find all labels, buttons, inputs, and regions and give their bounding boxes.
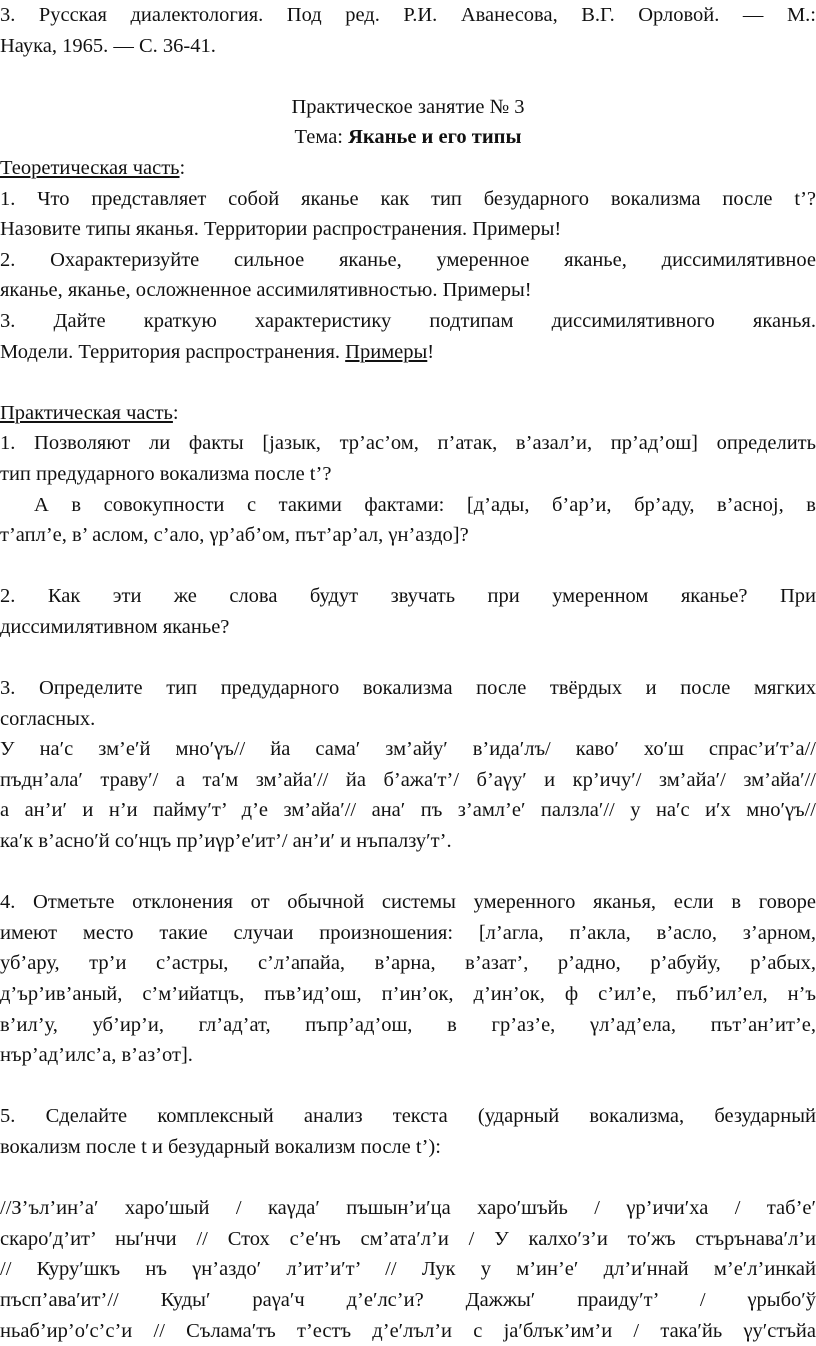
- dialect-text-line: ньаб’ир’о′с’с’и // Сълама′тъ т’естъ д’е′лъл’и с jа′блък’им’и / така′йь γу′стъйа: [0, 1319, 816, 1342]
- practice-label-text: Практическая часть: [0, 401, 173, 424]
- task-1-line: т’апл’е, в’ аслом, с’ало, γр’аб’ом, път’ар’ал, γн’аздо]?: [0, 524, 469, 547]
- task-5-line: вокализм после t и безударный вокализм после t’):: [0, 1135, 441, 1158]
- task-3-text-line: пъдн’ала′ траву′/ а та′м зм’айа′// йа б’ажа′т’/ б’аγу′ и кр’ичу′/ зм’айа′/ зм’айа′//: [0, 768, 816, 791]
- task-4-line: 4. Отметьте отклонения от обычной системы умеренного яканья, если в говоре: [0, 891, 816, 914]
- topic-prefix: Тема:: [294, 126, 349, 149]
- task-5-line: 5. Сделайте комплексный анализ текста (ударный вокализма, безударный: [0, 1105, 816, 1128]
- dialect-text-line: //З’ъл’ин’а′ харо′шый / каγда′ пъшын’и′ца харо′шъйь / γр’ичи′ха / таб’е′: [0, 1197, 816, 1220]
- task-3-line: 3. Определите тип предударного вокализма после твёрдых и после мягких: [0, 677, 816, 700]
- task-3: [0, 673, 816, 857]
- theory-question-3-cont: [0, 337, 816, 368]
- task-4-line: в’ил’у, уб’ир’и, гл’ад’ат, пъпр’ад’ош, в гр’аз’е, γл’ад’ела, път’ан’ит’е,: [0, 1013, 816, 1036]
- lesson-title: Практическое занятие № 3: [291, 95, 525, 118]
- dialect-text-line: пъсп’ава′ит’// Куды′ раγа′ч д’е′лс’и? Дажжы′ праиду′т’ / γрыбо′ў: [0, 1288, 816, 1311]
- task-2-line: 2. Как эти же слова будут звучать при умеренном яканье? При: [0, 585, 816, 608]
- practice-label-colon: :: [172, 401, 179, 424]
- task-4: [0, 887, 816, 1071]
- task-4-line: нър’ад’илс’а, в’аз’от].: [0, 1044, 193, 1067]
- task-1-line: 1. Позволяют ли факты [jазык, тр’ас’ом, п’атак, в’азал’и, пр’ад’ош] определить: [0, 432, 816, 455]
- spacer: [0, 1163, 816, 1194]
- task-2-line: диссимилятивном яканье?: [0, 615, 230, 638]
- task-1-line: тип предударного вокализма после t’?: [0, 462, 332, 485]
- task-5: [0, 1101, 816, 1162]
- task-3-text-line: У на′с зм’е′й мно′γъ// йа сама′ зм’айу′ в’ида′лъ/ каво′ хо′ш спрас’и′т’а//: [0, 738, 816, 761]
- theory-section: [0, 153, 816, 367]
- reference-line: Наука, 1965. — С. 36-41.: [0, 34, 216, 57]
- reference-entry: [0, 0, 816, 61]
- spacer: [0, 61, 816, 92]
- task-1-line: А в совокупности с такими фактами: [д’ады, б’ар’и, бр’аду, в’аснoj, в: [34, 493, 816, 516]
- task-4-line: д’ър’ив’аный, с’м’ийатцъ, пъв’ид’ош, п’ин’ок, д’ин’ок, ф с’ил’е, пъб’ил’ел, н’ъ: [0, 983, 816, 1005]
- task-3-text-line: ка′к в’асно′й со′нцъ пр’иγр’е′ит’/ ан’и′ и нъпалзу′т’.: [0, 830, 452, 853]
- dialect-text-line: скаро′д’ит’ ны′нчи // Стох с’е′нъ см’ата′л’и / У калхо′з’и то′жъ стърънава′л’и: [0, 1227, 816, 1250]
- theory-question-1-cont: Назовите типы яканья. Территории распространения. Примеры!: [0, 218, 562, 241]
- spacer: [0, 551, 816, 582]
- practice-section: [0, 398, 816, 551]
- theory-label-colon: :: [179, 156, 186, 179]
- theory-q3-text: Модели. Территория распространения.: [0, 340, 346, 363]
- task-3-line: согласных.: [0, 707, 96, 730]
- lesson-topic: [0, 122, 816, 153]
- spacer: [0, 857, 816, 888]
- theory-q3-exclaim: !: [427, 340, 435, 363]
- dialect-text: [0, 1193, 816, 1346]
- theory-question-1: 1. Что представляет собой яканье как тип безударного вокализма после t’?: [0, 187, 816, 210]
- topic-name: Яканье и его типы: [348, 126, 522, 149]
- practice-label: [0, 398, 816, 429]
- dialect-text-line: // Куру′шкъ нъ γн’аздо′ л’ит’и′т’ // Лук у м’ин’е′ дл’и′ннай м’е′л’инкай: [0, 1258, 816, 1281]
- task-4-line: имеют место такие случаи произношения: [л’агла, п’акла, в’асло, з’арном,: [0, 921, 816, 944]
- theory-question-2-cont: яканье, яканье, осложненное ассимилятивностью. Примеры!: [0, 279, 532, 302]
- theory-q3-examples: Примеры: [345, 340, 428, 363]
- task-4-line: уб’ару, тр’и с’астры, с’л’апайа, в’арна, в’азат’, р’адно, р’абуйу, р’абых,: [0, 952, 816, 975]
- theory-label-text: Теоретическая часть: [0, 156, 180, 179]
- task-2: [0, 581, 816, 642]
- theory-question-2: 2. Охарактеризуйте сильное яканье, умеренное яканье, диссимилятивное: [0, 248, 816, 271]
- reference-line: 3. Русская диалектология. Под ред. Р.И. Аванесова, В.Г. Орловой. — М.:: [0, 4, 816, 26]
- spacer: [0, 367, 816, 398]
- spacer: [0, 642, 816, 673]
- theory-label: [0, 153, 816, 184]
- theory-question-3: 3. Дайте краткую характеристику подтипам диссимилятивного яканья.: [0, 309, 816, 332]
- task-3-text-line: а ан’и′ и н’и пайму′т’ д’е зм’айа′// ана′ пъ з’амл’е′ палзла′// у на′с и′х мно′γъ//: [0, 799, 816, 822]
- spacer: [0, 1071, 816, 1102]
